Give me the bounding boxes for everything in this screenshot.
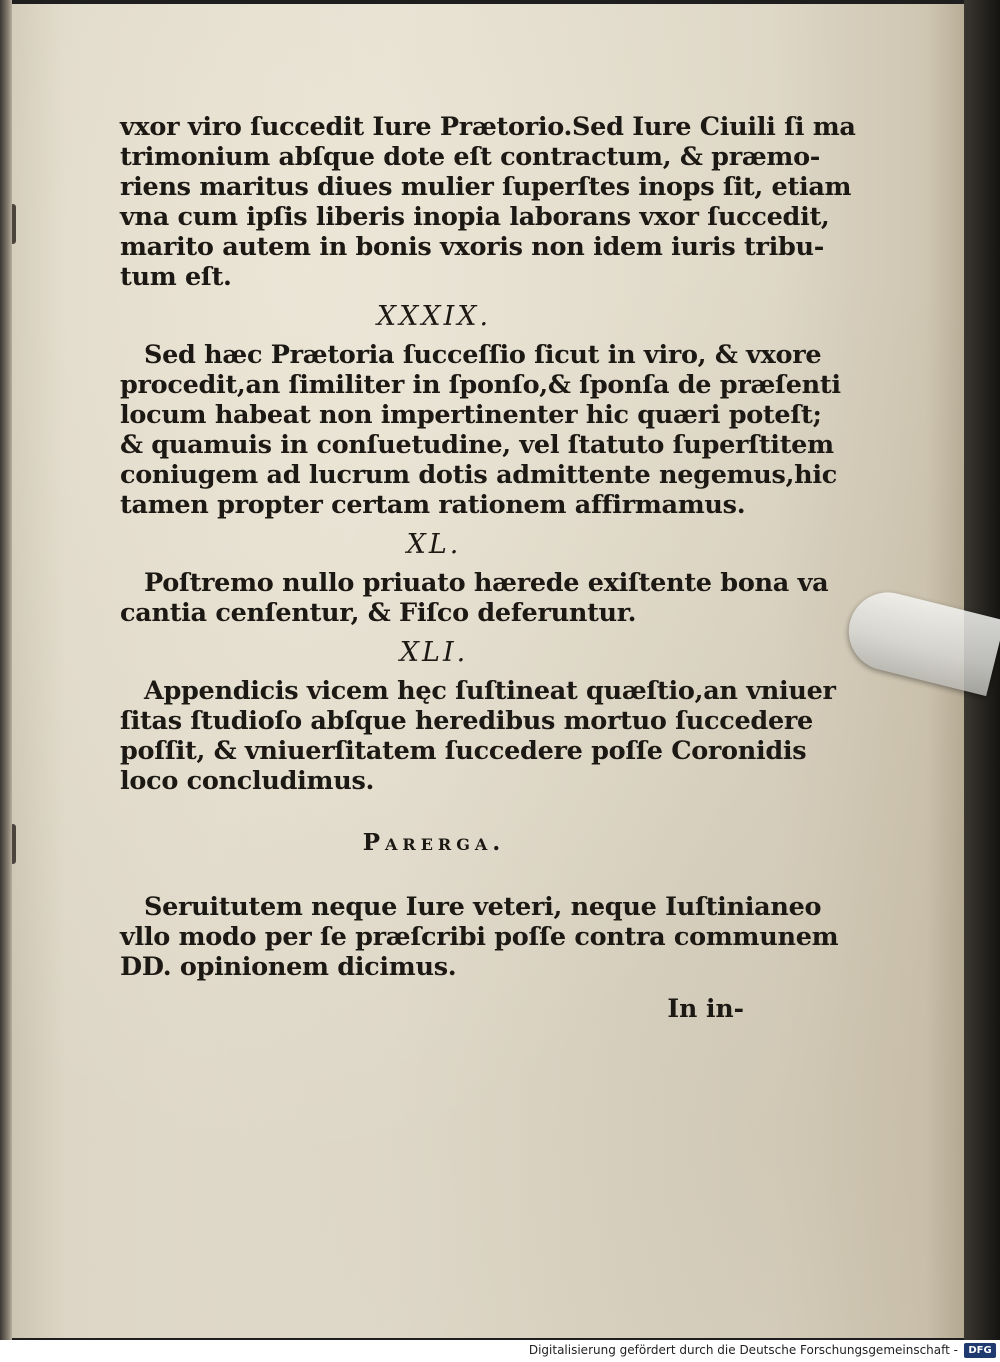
- page-text: [120, 112, 856, 1024]
- text-line: ſitas ſtudioſo abſque heredibus mortuo ſuccedere: [120, 706, 813, 736]
- section-number-heading: XLI.: [399, 637, 469, 668]
- text-line: trimonium abſque dote eſt contractum, & præmo-: [120, 142, 821, 172]
- text-line: procedit,an ſimiliter in ſponſo,& ſponſa de præſenti: [120, 370, 841, 400]
- text-line: tamen propter certam rationem affirmamus.: [120, 490, 746, 520]
- text-line: vxor viro ſuccedit Iure Prætorio.Sed Iure Ciuili ſi ma: [120, 112, 856, 142]
- text-line: vna cum ipſis liberis inopia laborans vxor ſuccedit,: [120, 202, 830, 232]
- text-line: loco concludimus.: [120, 766, 375, 796]
- text-line: & quamuis in conſuetudine, vel ſtatuto ſuperſtitem: [120, 430, 834, 460]
- text-line: riens maritus diues mulier ſuperſtes inops ſit, etiam: [120, 172, 852, 202]
- text-line: locum habeat non impertinenter hic quæri poteſt;: [120, 400, 822, 430]
- dfg-logo: DFG: [964, 1343, 996, 1358]
- text-line: cantia cenſentur, & Fiſco deferuntur.: [120, 598, 637, 628]
- parerga-heading: Parerga.: [362, 829, 506, 856]
- text-line: Seruitutem neque Iure veteri, neque Iuſtinianeo: [144, 892, 822, 922]
- text-line: Sed hæc Prætoria ſucceſſio ſicut in viro, & vxore: [144, 340, 822, 370]
- page-gutter-shadow: [0, 0, 12, 1340]
- catchword: In in-: [667, 994, 744, 1023]
- section-number-heading: XXXIX.: [376, 301, 492, 332]
- text-line: marito autem in bonis vxoris non idem iuris tribu-: [120, 232, 825, 262]
- text-line: poſſit, & vniuerſitatem ſuccedere poſſe Coronidis: [120, 736, 807, 766]
- section-number-heading: XL.: [406, 529, 462, 560]
- text-line: Poſtremo nullo priuato hærede exiſtente bona va: [144, 568, 829, 598]
- text-line: Appendicis vicem hęc ſuſtineat quæſtio,an vniuer: [144, 676, 836, 706]
- text-line: vllo modo per ſe præſcribi poſſe contra communem: [120, 922, 839, 952]
- text-line: tum eſt.: [120, 262, 232, 292]
- text-line: coniugem ad lucrum dotis admittente negemus,hic: [120, 460, 838, 490]
- text-line: DD. opinionem dicimus.: [120, 952, 457, 982]
- funding-notice: Digitalisierung gefördert durch die Deutsche Forschungsgemeinschaft -: [528, 1343, 958, 1357]
- paper-page: [8, 4, 966, 1338]
- scan-footer: [0, 1340, 1000, 1362]
